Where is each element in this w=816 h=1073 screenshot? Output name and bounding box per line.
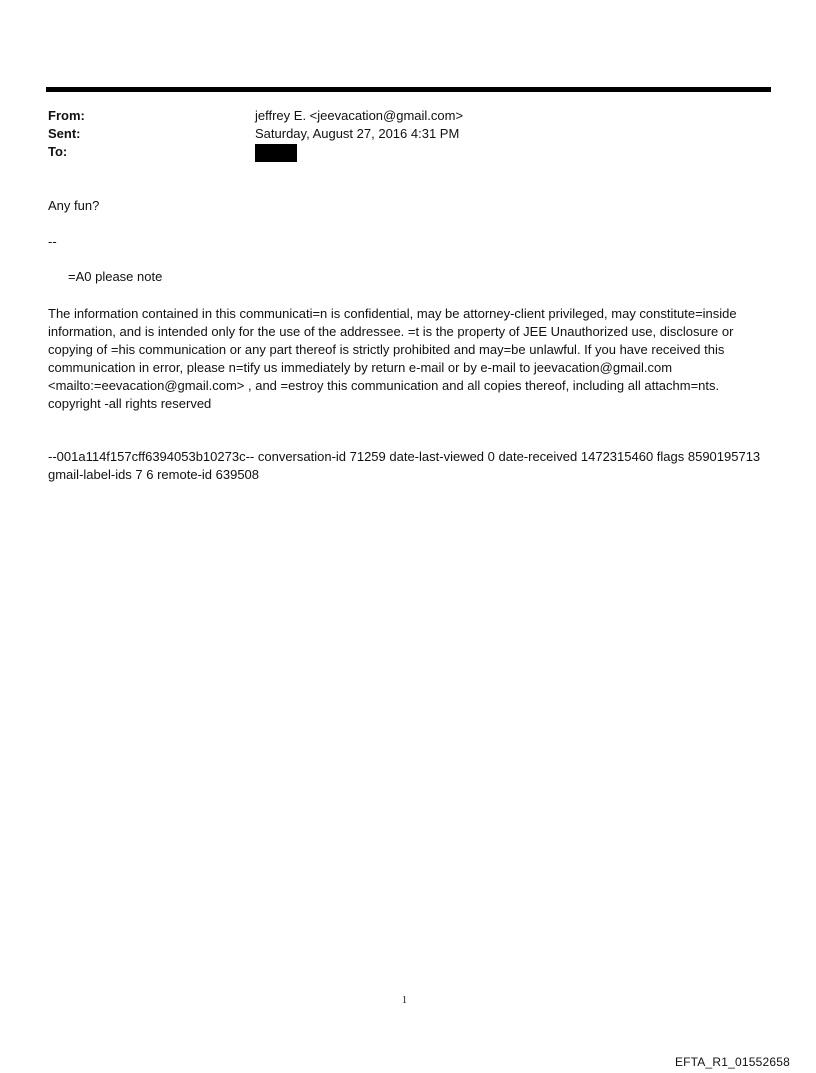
from-value: jeffrey E. <jeevacation@gmail.com> <box>255 108 464 123</box>
from-label: From: <box>48 108 85 123</box>
message-metadata: --001a114f157cff6394053b10273c-- conversation-id 71259 date-last-viewed 0 date-received 1472315460 flags 8590195713 gmail-label-ids 7 6 remote-id 639508 <box>48 449 761 482</box>
page-number: 1 <box>402 995 407 1006</box>
to-row <box>48 143 768 161</box>
bates-number: EFTA_R1_01552658 <box>674 1055 790 1069</box>
sent-row <box>48 125 768 143</box>
signature-separator: -- <box>48 234 57 249</box>
greeting-text: Any fun? <box>48 198 100 213</box>
from-row <box>48 107 768 125</box>
sent-label: Sent: <box>48 126 81 141</box>
email-header <box>48 107 768 161</box>
note-text: =A0 please note <box>68 269 163 284</box>
sent-value: Saturday, August 27, 2016 4:31 PM <box>255 126 460 141</box>
redaction-box <box>255 144 297 162</box>
to-value <box>255 143 297 162</box>
disclaimer-text: The information contained in this communicati=n is confidential, may be attorney-client privileged, may constitute=inside information, and is intended only for the use of the addressee. =t is the property of JEE Unauthorized use, disclosure or copying of =his communication or any part thereof is strictly prohibited and may=be unlawful. If you have received this communication in error, please n=tify us immediately by return e-mail or by e-mail to jeevacation@gmail.com <mailto:=eevacation@gmail.com> , and =estroy this communication and all copies thereof, including all attachm=nts. copyright -all rights reserved <box>48 306 737 411</box>
header-rule <box>46 87 771 92</box>
to-label: To: <box>48 144 68 159</box>
